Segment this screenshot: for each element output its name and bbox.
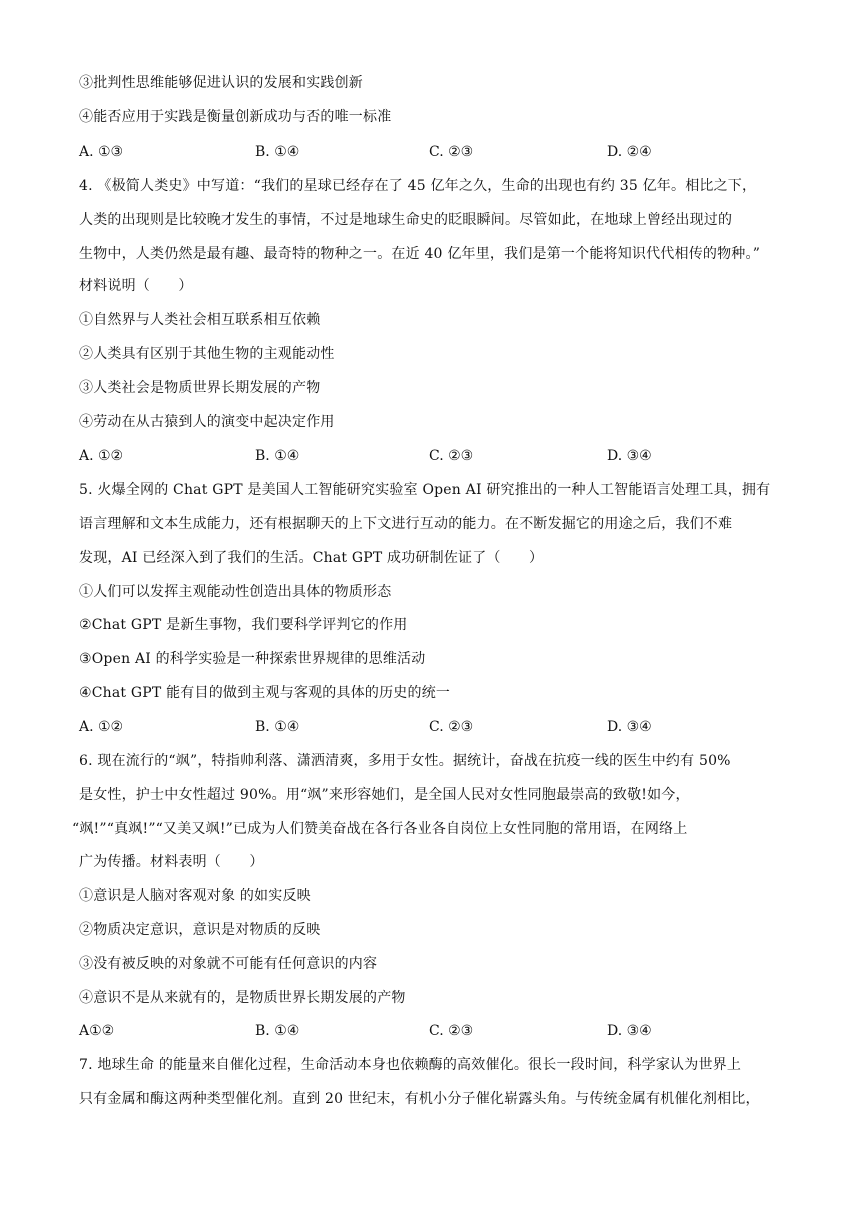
q3-option-c[interactable]: C. ②③ <box>429 144 474 160</box>
q5-option-c[interactable]: C. ②③ <box>429 719 474 735</box>
q6-option-d[interactable]: D. ③④ <box>607 1023 652 1039</box>
q6-stem-line-2: 是女性，护士中女性超过 90%。用“飒”来形容她们，是全国人民对女性同胞最崇高的致敬!如今， <box>79 787 690 803</box>
q4-item-4: ④劳动在从古猿到人的演变中起决定作用 <box>79 414 335 430</box>
q3-item-3: ③批判性思维能够促进认识的发展和实践创新 <box>79 75 363 91</box>
q5-option-d[interactable]: D. ③④ <box>607 719 652 735</box>
q4-option-b[interactable]: B. ①④ <box>255 448 300 464</box>
q5-option-b[interactable]: B. ①④ <box>255 719 300 735</box>
q5-option-a[interactable]: A. ①② <box>79 719 124 735</box>
q6-stem-line-4: 广为传播。材料表明（ ） <box>79 854 264 870</box>
q5-item-1: ①人们可以发挥主观能动性创造出具体的物质形态 <box>79 584 392 600</box>
q3-option-a[interactable]: A. ①③ <box>79 144 124 160</box>
q4-item-2: ②人类具有区别于其他生物的主观能动性 <box>79 346 335 362</box>
q5-stem-line-1: 5. 火爆全网的 Chat GPT 是美国人工智能研究实验室 Open AI 研究推出的一种人工智能语言处理工具，拥有 <box>79 482 771 498</box>
q6-item-1: ①意识是人脑对客观对象 的如实反映 <box>79 888 311 904</box>
q5-stem-line-2: 语言理解和文本生成能力，还有根据聊天的上下文进行互动的能力。在不断发掘它的用途之后，我们不难 <box>79 516 733 532</box>
q6-item-3: ③没有被反映的对象就不可能有任何意识的内容 <box>79 956 378 972</box>
q4-item-3: ③人类社会是物质世界长期发展的产物 <box>79 380 321 396</box>
q7-stem-line-2: 只有金属和酶这两种类型催化剂。直到 20 世纪末，有机小分子催化崭露头角。与传统金属有机催化剂相比， <box>79 1091 760 1107</box>
q5-item-4: ④Chat GPT 能有目的做到主观与客观的具体的历史的统一 <box>79 685 451 701</box>
q4-stem-line-2: 人类的出现则是比较晚才发生的事情，不过是地球生命史的眨眼瞬间。尽管如此，在地球上曾经出现过的 <box>79 212 733 228</box>
q6-item-4: ④意识不是从来就有的，是物质世界长期发展的产物 <box>79 990 406 1006</box>
q4-stem-line-4: 材料说明（ ） <box>79 278 193 294</box>
q3-options <box>79 142 785 162</box>
q5-item-3: ③Open AI 的科学实验是一种探索世界规律的思维活动 <box>79 651 426 667</box>
q4-options <box>79 446 785 466</box>
q6-option-c[interactable]: C. ②③ <box>429 1023 474 1039</box>
q6-stem-line-3: “飒!”“真飒!”“又美又飒!”已成为人们赞美奋战在各行各业各自岗位上女性同胞的常用语，在网络上 <box>72 821 688 837</box>
q7-stem-line-1: 7. 地球生命 的能量来自催化过程，生命活动本身也依赖酶的高效催化。很长一段时间，科学家认为世界上 <box>79 1057 742 1073</box>
q4-stem-line-3: 生物中，人类仍然是最有趣、最奇特的物种之一。在近 40 亿年里，我们是第一个能将知识代代相传的物种。” <box>79 246 761 262</box>
q4-option-c[interactable]: C. ②③ <box>429 448 474 464</box>
q3-option-d[interactable]: D. ②④ <box>607 144 652 160</box>
q6-options <box>79 1021 785 1041</box>
q3-item-4: ④能否应用于实践是衡量创新成功与否的唯一标准 <box>79 109 392 125</box>
q5-item-2: ②Chat GPT 是新生事物，我们要科学评判它的作用 <box>79 617 408 633</box>
q5-options <box>79 717 785 737</box>
q4-option-d[interactable]: D. ③④ <box>607 448 652 464</box>
q5-stem-line-3: 发现，AI 已经深入到了我们的生活。Chat GPT 成功研制佐证了（ ） <box>79 550 544 566</box>
q4-option-a[interactable]: A. ①② <box>79 448 124 464</box>
q6-option-a[interactable]: A①② <box>79 1023 115 1039</box>
q6-item-2: ②物质决定意识，意识是对物质的反映 <box>79 922 321 938</box>
q3-option-b[interactable]: B. ①④ <box>255 144 300 160</box>
q6-stem-line-1: 6. 现在流行的“飒”，特指帅利落、潇洒清爽，多用于女性。据统计，奋战在抗疫一线的医生中约有 50% <box>79 753 731 769</box>
q4-stem-line-1: 4. 《极简人类史》中写道：“我们的星球已经存在了 45 亿年之久，生命的出现也有约 35 亿年。相比之下， <box>79 178 757 194</box>
q6-option-b[interactable]: B. ①④ <box>255 1023 300 1039</box>
q4-item-1: ①自然界与人类社会相互联系相互依赖 <box>79 312 321 328</box>
